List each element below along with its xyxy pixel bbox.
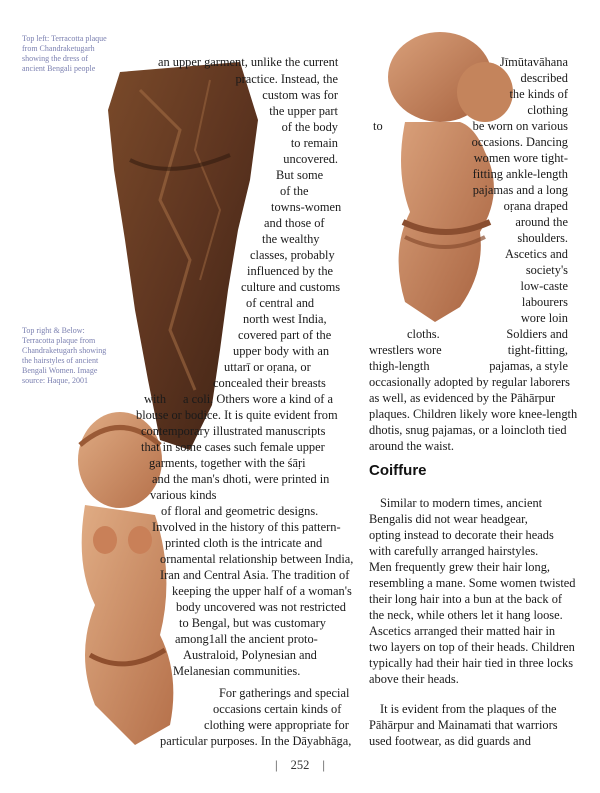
text-line: used footwear, as did guards and xyxy=(369,734,531,748)
text-line: blouse or bodice. It is quite evident from xyxy=(136,408,338,422)
text-line: as well, as evidenced by the Pāhārpur xyxy=(369,391,556,405)
text-line: described xyxy=(520,71,568,85)
text-line: oṛana draped xyxy=(503,199,568,213)
text-line: clothing were appropriate for xyxy=(204,718,349,732)
text-line: contemporary illustrated manuscripts xyxy=(141,424,326,438)
text-line: occasions. Dancing xyxy=(471,135,568,149)
text-line: occasions certain kinds of xyxy=(213,702,342,716)
text-line: to remain xyxy=(290,136,338,150)
text-line: their long hair into a bun at the back of xyxy=(369,592,563,606)
text-line: the kinds of xyxy=(509,87,568,101)
text-line: Ascetics arranged their matted hair in xyxy=(369,624,556,638)
text-line: low-caste xyxy=(520,279,568,293)
text-line: shoulders. xyxy=(517,231,568,245)
text-line: occasionally adopted by regular laborers xyxy=(369,375,570,389)
text-line: Pāhārpur and Mainamati that warriors xyxy=(369,718,558,732)
text-line: a coli. Others wore a kind of a xyxy=(183,392,334,406)
text-line: of floral and geometric designs. xyxy=(161,504,319,518)
text-line: Bengalis did not wear headgear, xyxy=(369,512,528,526)
text-line: two layers on top of their heads. Children xyxy=(369,640,575,654)
text-line: to Bengal, but was customary xyxy=(179,616,326,630)
text-line: north west India, xyxy=(243,312,327,326)
text-line: culture and customs xyxy=(241,280,341,294)
text-line: resembling a mane. Some women twisted xyxy=(369,576,576,590)
text-line: tight-fitting, xyxy=(507,343,568,357)
text-line: ornamental relationship between India, xyxy=(160,552,354,566)
text-line: with carefully arranged hairstyles. xyxy=(369,544,539,558)
text-line: with xyxy=(144,392,167,406)
text-line: of the xyxy=(280,184,309,198)
text-line: among1all the ancient proto- xyxy=(175,632,318,646)
text-line: towns-women xyxy=(271,200,342,214)
text-line: uttarī or oṛana, or xyxy=(224,360,311,374)
text-line: influenced by the xyxy=(247,264,334,278)
text-line: fitting ankle-length xyxy=(472,167,568,181)
text-line: wore loin xyxy=(520,311,568,325)
figure-caption-right-below: Top right & Below: Terracotta plaque from Chandraketugarh showing the hairstyles of ancient Bengali Women. Image source: Haque, 2001 xyxy=(22,326,107,385)
section-heading-coiffure: Coiffure xyxy=(369,462,427,479)
text-line: practice. Instead, the xyxy=(235,72,338,86)
text-line: wrestlers wore xyxy=(369,343,442,357)
text-line: For gatherings and special xyxy=(219,686,350,700)
text-line: an upper garment, unlike the current xyxy=(158,55,339,69)
text-line: labourers xyxy=(521,295,568,309)
text-line: Similar to modern times, ancient xyxy=(380,496,543,510)
text-line: Men frequently grew their hair long, xyxy=(369,560,550,574)
page-number-bar-right: | xyxy=(322,758,326,772)
text-line: cloths. xyxy=(407,327,440,341)
text-line: dhotis, snug pajamas, or a loincloth tied xyxy=(369,423,567,437)
text-line: typically had their hair tied in three locks xyxy=(369,656,574,670)
text-line: Iran and Central Asia. The tradition of xyxy=(160,568,350,582)
text-line: Ascetics and xyxy=(505,247,568,261)
text-line: the upper part xyxy=(269,104,338,118)
text-line: plaques. Children likely wore knee-length xyxy=(369,407,578,421)
text-line: particular purposes. In the Dāyabhāga, xyxy=(160,734,352,748)
text-line: society's xyxy=(525,263,568,277)
text-line: concealed their breasts xyxy=(213,376,326,390)
text-line: classes, probably xyxy=(250,248,335,262)
text-line: above their heads. xyxy=(369,672,459,686)
text-line: upper body with an xyxy=(233,344,330,358)
text-line: pajamas, a style xyxy=(489,359,568,373)
text-line: and the man's dhoti, were printed in xyxy=(152,472,330,486)
text-line: Melanesian communities. xyxy=(173,664,301,678)
text-line: Soldiers and xyxy=(506,327,568,341)
text-line: keeping the upper half of a woman's xyxy=(172,584,352,598)
text-line: body uncovered was not restricted xyxy=(176,600,346,614)
text-line: around the waist. xyxy=(369,439,454,453)
text-line: be worn on various xyxy=(472,119,568,133)
text-line: garments, together with the śāṛi xyxy=(149,456,306,470)
text-line: But some xyxy=(276,168,324,182)
text-line: around the xyxy=(515,215,568,229)
text-line: printed cloth is the intricate and xyxy=(165,536,323,550)
text-line: custom was for xyxy=(262,88,338,102)
page-number-value: 252 xyxy=(290,758,310,772)
text-line: that in some cases such female upper xyxy=(141,440,325,454)
text-line: Involved in the history of this pattern- xyxy=(152,520,341,534)
text-line: Australoid, Polynesian and xyxy=(183,648,317,662)
text-line: various kinds xyxy=(150,488,217,502)
page-number-bar-left: | xyxy=(274,758,278,772)
text-line: uncovered. xyxy=(283,152,338,166)
text-line: pajamas and a long xyxy=(472,183,568,197)
text-line: Jīmūtavāhana xyxy=(499,55,568,69)
text-line: the wealthy xyxy=(262,232,320,246)
text-line: clothing xyxy=(527,103,568,117)
text-line: the neck, while others let it hang loose. xyxy=(369,608,563,622)
text-line: of central and xyxy=(246,296,315,310)
text-line: covered part of the xyxy=(238,328,332,342)
text-line: and those of xyxy=(264,216,325,230)
text-line: women wore tight- xyxy=(473,151,568,165)
figure-caption-top-left: Top left: Terracotta plaque from Chandraketugarh showing the dress of ancient Bengali people xyxy=(22,34,107,73)
text-line: It is evident from the plaques of the xyxy=(380,702,557,716)
page-number xyxy=(0,758,600,773)
text-line: thigh-length xyxy=(369,359,430,373)
text-line: of the body xyxy=(281,120,338,134)
text-line: to xyxy=(373,119,383,133)
text-line: opting instead to decorate their heads xyxy=(369,528,554,542)
